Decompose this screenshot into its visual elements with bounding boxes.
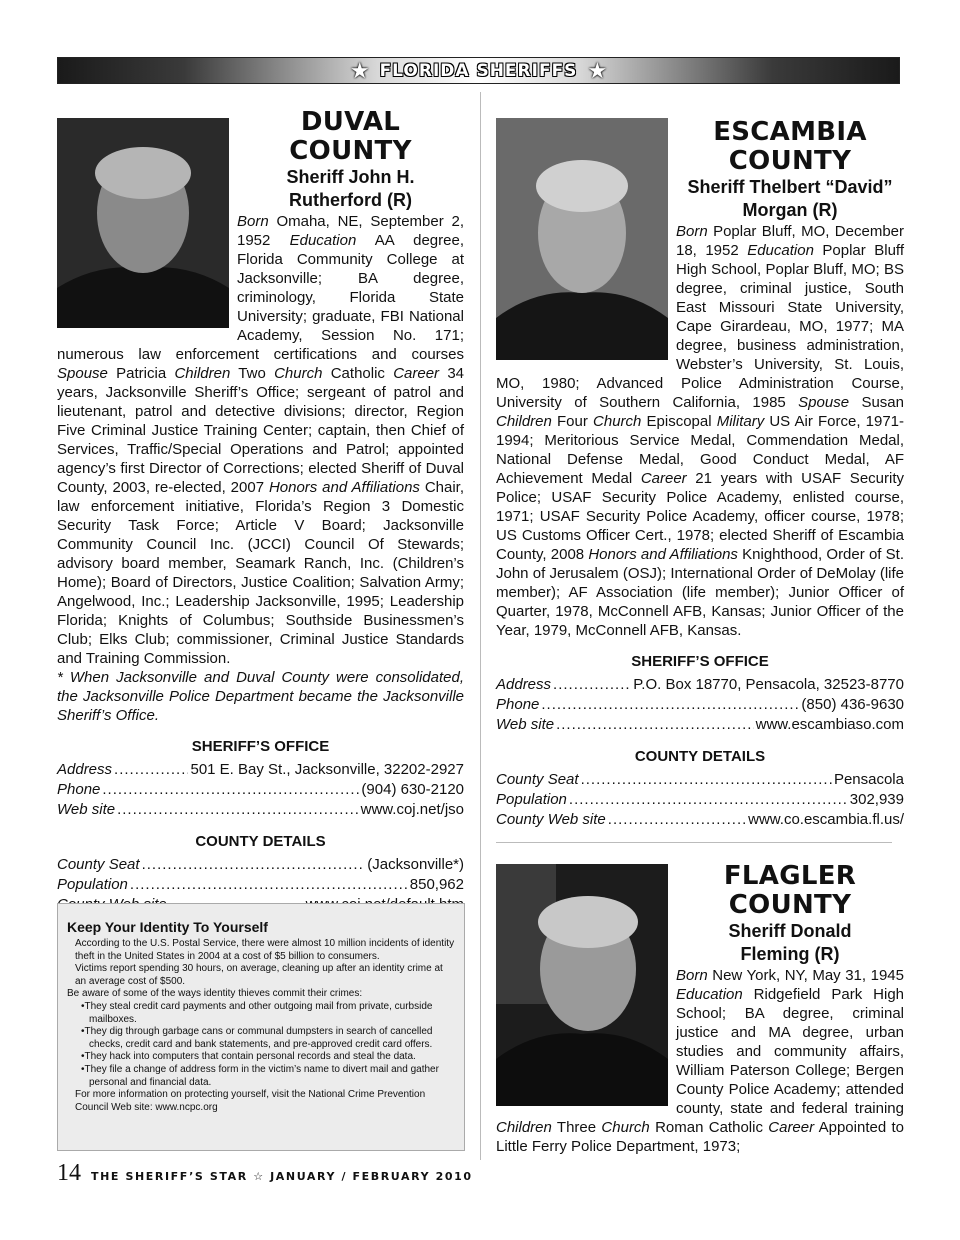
bio-label: Church	[601, 1119, 650, 1136]
bio-label: Career	[640, 470, 687, 487]
dot-leader	[102, 780, 359, 800]
info-row	[496, 770, 904, 790]
section-title: FLORIDA SHERIFFS	[379, 60, 578, 81]
info-value: 302,939	[849, 791, 904, 808]
bio-text: Catholic	[322, 365, 394, 382]
sidebar-bullet: •They hack into computers that contain personal records and steal the data.	[81, 1051, 416, 1063]
info-value: www.coj.net/jso	[360, 801, 464, 818]
bio-text: Patricia	[107, 365, 175, 382]
info-value: (850) 436-9630	[801, 696, 904, 713]
info-label: Web site	[57, 801, 116, 818]
bio-label: Children	[174, 365, 231, 382]
dot-leader	[581, 770, 832, 790]
dot-leader	[541, 695, 799, 715]
dot-leader	[142, 855, 366, 875]
sidebar-bullet: •They dig through garbage cans or communal dumpsters in search of cancelled checks, credit card and bank statements, and pre-approved credit card offers.	[81, 1026, 433, 1050]
bio-text: Ridgefield Park High School; BA degree, criminal justice and MA degree, urban studies and community affairs, William Paterson College; Bergen County Police Academy; attended county, state and federal training	[676, 986, 904, 1117]
sidebar-bullet-list	[67, 1001, 455, 1089]
bio-text: New York, NY, May 31, 1945	[707, 967, 904, 984]
info-label: County Seat	[496, 771, 579, 788]
info-row	[496, 675, 904, 695]
publication-line: THE SHERIFF’S STAR ☆ JANUARY / FEBRUARY 2010	[91, 1170, 473, 1183]
bio-label: Children	[496, 413, 552, 430]
bio-text: Poplar Bluff High School, Poplar Bluff, MO; BS degree, criminal justice, South East Missouri State University, Cape Girardeau, MO, 1977; MA degree, business administration, Webster’s University, St. Louis, MO, 1980; Advanced Police Administration Course, University of Southern California, 1985	[496, 242, 904, 411]
column-divider	[480, 92, 481, 1160]
bio-label: Career	[768, 1119, 815, 1136]
bio-text: 34 years, Jacksonville Sheriff’s Office; sergeant of patrol and lieutenant, patrol and detective divisions; director, Region Five Criminal Justice Training Center; captain, then Chief of Services, Traffic/Special Operations and Patrol; appointed agency’s first Director of Corrections; elected Sheriff of Duval County, 2003, re-elected, 2007	[57, 365, 464, 496]
bio-text: AA degree, Florida Community College at Jacksonville; BA degree, criminology, Florida State University; graduate, FBI National Academy, Session No. 171; numerous law enforcement certifications and courses	[57, 232, 464, 363]
sidebar-paragraph: According to the U.S. Postal Service, there were almost 10 million incidents of identity theft in the United States in 2004 at a cost of $5 billion to consumers.	[75, 938, 455, 962]
info-row	[57, 760, 464, 780]
info-row	[57, 875, 464, 895]
sidebar-paragraph: Be aware of some of the ways identity thieves commit their crimes:	[67, 988, 363, 1000]
info-value: www.escambiaso.com	[755, 716, 904, 733]
star-icon: ★	[587, 57, 608, 83]
bio-label: Church	[593, 413, 642, 430]
bio-label: Career	[393, 365, 440, 382]
duval-county-article	[57, 108, 464, 915]
bio-text: Three	[551, 1119, 602, 1136]
duval-consolidation-note: * When Jacksonville and Duval County were consolidated, the Jacksonville Police Department became the Jacksonville Sheriff’s Office.	[57, 669, 464, 724]
sidebar-bullet: •They file a change of address form in the victim’s name to divert mail and gather personal and financial data.	[81, 1063, 439, 1088]
escambia-county-article	[496, 118, 904, 830]
bio-label: Children	[496, 1119, 552, 1136]
info-label: County Seat	[57, 856, 140, 873]
escambia-office-list	[496, 675, 904, 735]
info-value: P.O. Box 18770, Pensacola, 32523-8770	[633, 676, 904, 693]
escambia-sheriff-name-line1: Sheriff Thelbert “David”	[687, 177, 893, 197]
info-label: Population	[496, 791, 567, 808]
bio-text: Four	[551, 413, 594, 430]
sidebar-paragraph: Victims report spending 30 hours, on average, cleaning up after an identity crime at an average cost of $500.	[75, 963, 443, 987]
duval-details-heading: COUNTY DETAILS	[195, 833, 326, 850]
info-row	[57, 800, 464, 820]
info-row	[496, 810, 904, 830]
flagler-sheriff-photo	[496, 864, 668, 1106]
info-label: Population	[57, 876, 128, 893]
sidebar-heading: Keep Your Identity To Yourself	[67, 919, 268, 935]
bio-text: Omaha, NE, September 2, 1952	[237, 213, 464, 249]
page-footer	[57, 1160, 473, 1187]
info-label: County Web site	[496, 811, 606, 828]
bio-text: Knighthood, Order of St. John of Jerusalem (OSJ); International Order of DeMolay (life member); AF Association (life member); Junior Officer of Quarter, 1978, McConnell AFB, Kansas; Junior Officer of the Year, 1979, McConnell AFB, Kansas.	[496, 546, 904, 639]
info-label: Address	[496, 676, 552, 693]
info-row	[496, 715, 904, 735]
identity-theft-sidebar	[57, 903, 465, 1151]
escambia-county-title-line1: ESCAMBIA	[713, 117, 867, 147]
info-value: (904) 630-2120	[361, 781, 464, 798]
flagler-sheriff-name-line2: Fleming (R)	[740, 944, 840, 964]
flagler-sheriff-name-line1: Sheriff Donald	[728, 921, 852, 941]
dot-leader	[553, 675, 631, 695]
flagler-county-title-line1: FLAGLER	[723, 861, 857, 891]
bio-label: Spouse	[57, 365, 108, 382]
duval-sheriff-name-line2: Rutherford (R)	[289, 190, 412, 210]
info-label: Phone	[496, 696, 540, 713]
duval-sheriff-photo	[57, 118, 229, 328]
info-row	[57, 855, 464, 875]
escambia-office-heading: SHERIFF’S OFFICE	[631, 653, 769, 670]
article-divider	[496, 842, 892, 843]
bio-label: Education	[676, 986, 743, 1003]
info-row	[57, 780, 464, 800]
bio-label: Honors and Affiliations	[268, 479, 420, 496]
bio-label: Education	[289, 232, 357, 249]
bio-text: Two	[230, 365, 275, 382]
flagler-county-article	[496, 862, 904, 1156]
section-banner	[57, 57, 900, 84]
bio-label: Honors and Affiliations	[588, 546, 738, 563]
duval-sheriff-name-line1: Sheriff John H.	[286, 167, 415, 187]
bio-label: Military	[716, 413, 765, 430]
bio-label: Born	[676, 223, 708, 240]
escambia-details-heading: COUNTY DETAILS	[634, 748, 766, 765]
bio-label: Spouse	[798, 394, 850, 411]
sidebar-bullet: •They steal credit card payments and other outgoing mail from private, curbside mailboxes.	[81, 1000, 433, 1025]
dot-leader	[130, 875, 408, 895]
flagler-county-title-line2: COUNTY	[728, 890, 852, 920]
info-value: 850,962	[409, 876, 464, 893]
info-value: Pensacola	[833, 771, 904, 788]
info-value: www.co.escambia.fl.us/	[748, 811, 904, 828]
bio-label: Born	[676, 967, 708, 984]
escambia-county-title-line2: COUNTY	[728, 146, 852, 176]
duval-office-heading: SHERIFF’S OFFICE	[191, 738, 330, 755]
bio-text: Episcopal	[641, 413, 717, 430]
dot-leader	[569, 790, 848, 810]
bio-text: Roman Catholic	[649, 1119, 769, 1136]
escambia-details-list	[496, 770, 904, 830]
bio-label: Church	[274, 365, 323, 382]
escambia-sheriff-photo	[496, 118, 668, 360]
sidebar-paragraph: For more information on protecting yourself, visit the National Crime Prevention Council Web site: www.ncpc.org	[75, 1089, 426, 1113]
dot-leader	[556, 715, 754, 735]
bio-label: Education	[747, 242, 814, 259]
info-label: Phone	[57, 781, 101, 798]
info-value: 501 E. Bay St., Jacksonville, 32202-2927	[190, 761, 464, 778]
dot-leader	[117, 800, 359, 820]
bio-label: Born	[237, 213, 269, 230]
duval-office-list	[57, 760, 464, 820]
dot-leader	[608, 810, 746, 830]
bio-text: US Air Force, 1971-1994; Meritorious Service Medal, Commendation Medal, National Defense Medal, Good Conduct Medal, AF Achievement Medal	[496, 413, 904, 487]
bio-text: Poplar Bluff, MO, December 18, 1952	[676, 223, 904, 259]
page-number: 14	[57, 1160, 81, 1186]
bio-text: Appointed to Little Ferry Police Department, 1973;	[496, 1119, 904, 1155]
star-icon: ★	[349, 57, 370, 83]
dot-leader	[114, 760, 188, 780]
info-row	[496, 790, 904, 810]
info-value: (Jacksonville*)	[367, 856, 464, 873]
escambia-sheriff-name-line2: Morgan (R)	[742, 200, 838, 220]
bio-text: 21 years with USAF Security Police; USAF Security Police Academy, enlisted course, 1971; USAF Security Police Academy, officer course, 1978; US Customs Officer Cert., 1978; elected Sheriff of Escambia County, 2008	[496, 470, 904, 563]
duval-county-title: DUVAL COUNTY	[289, 107, 412, 166]
bio-text: Susan	[849, 394, 904, 411]
info-label: Address	[57, 761, 113, 778]
info-row	[496, 695, 904, 715]
bio-text: Chair, law enforcement initiative, Florida’s Region 3 Domestic Security Task Force; Article V Board; Jacksonville Community Council Inc. (JCCI) Council Of Stewards; advisory board member, Seamark Ranch, Inc. (Children’s Home); Board of Directors, Justice Coalition; Salvation Army; Angelwood, Inc.; Leadership Jacksonville, 1995; Leadership Florida; Knights of Columbus; Southside Businessmen’s Club; Elks Club; commissioner, Criminal Justice Standards and Training Commission.	[57, 479, 464, 667]
info-label: Web site	[496, 716, 555, 733]
